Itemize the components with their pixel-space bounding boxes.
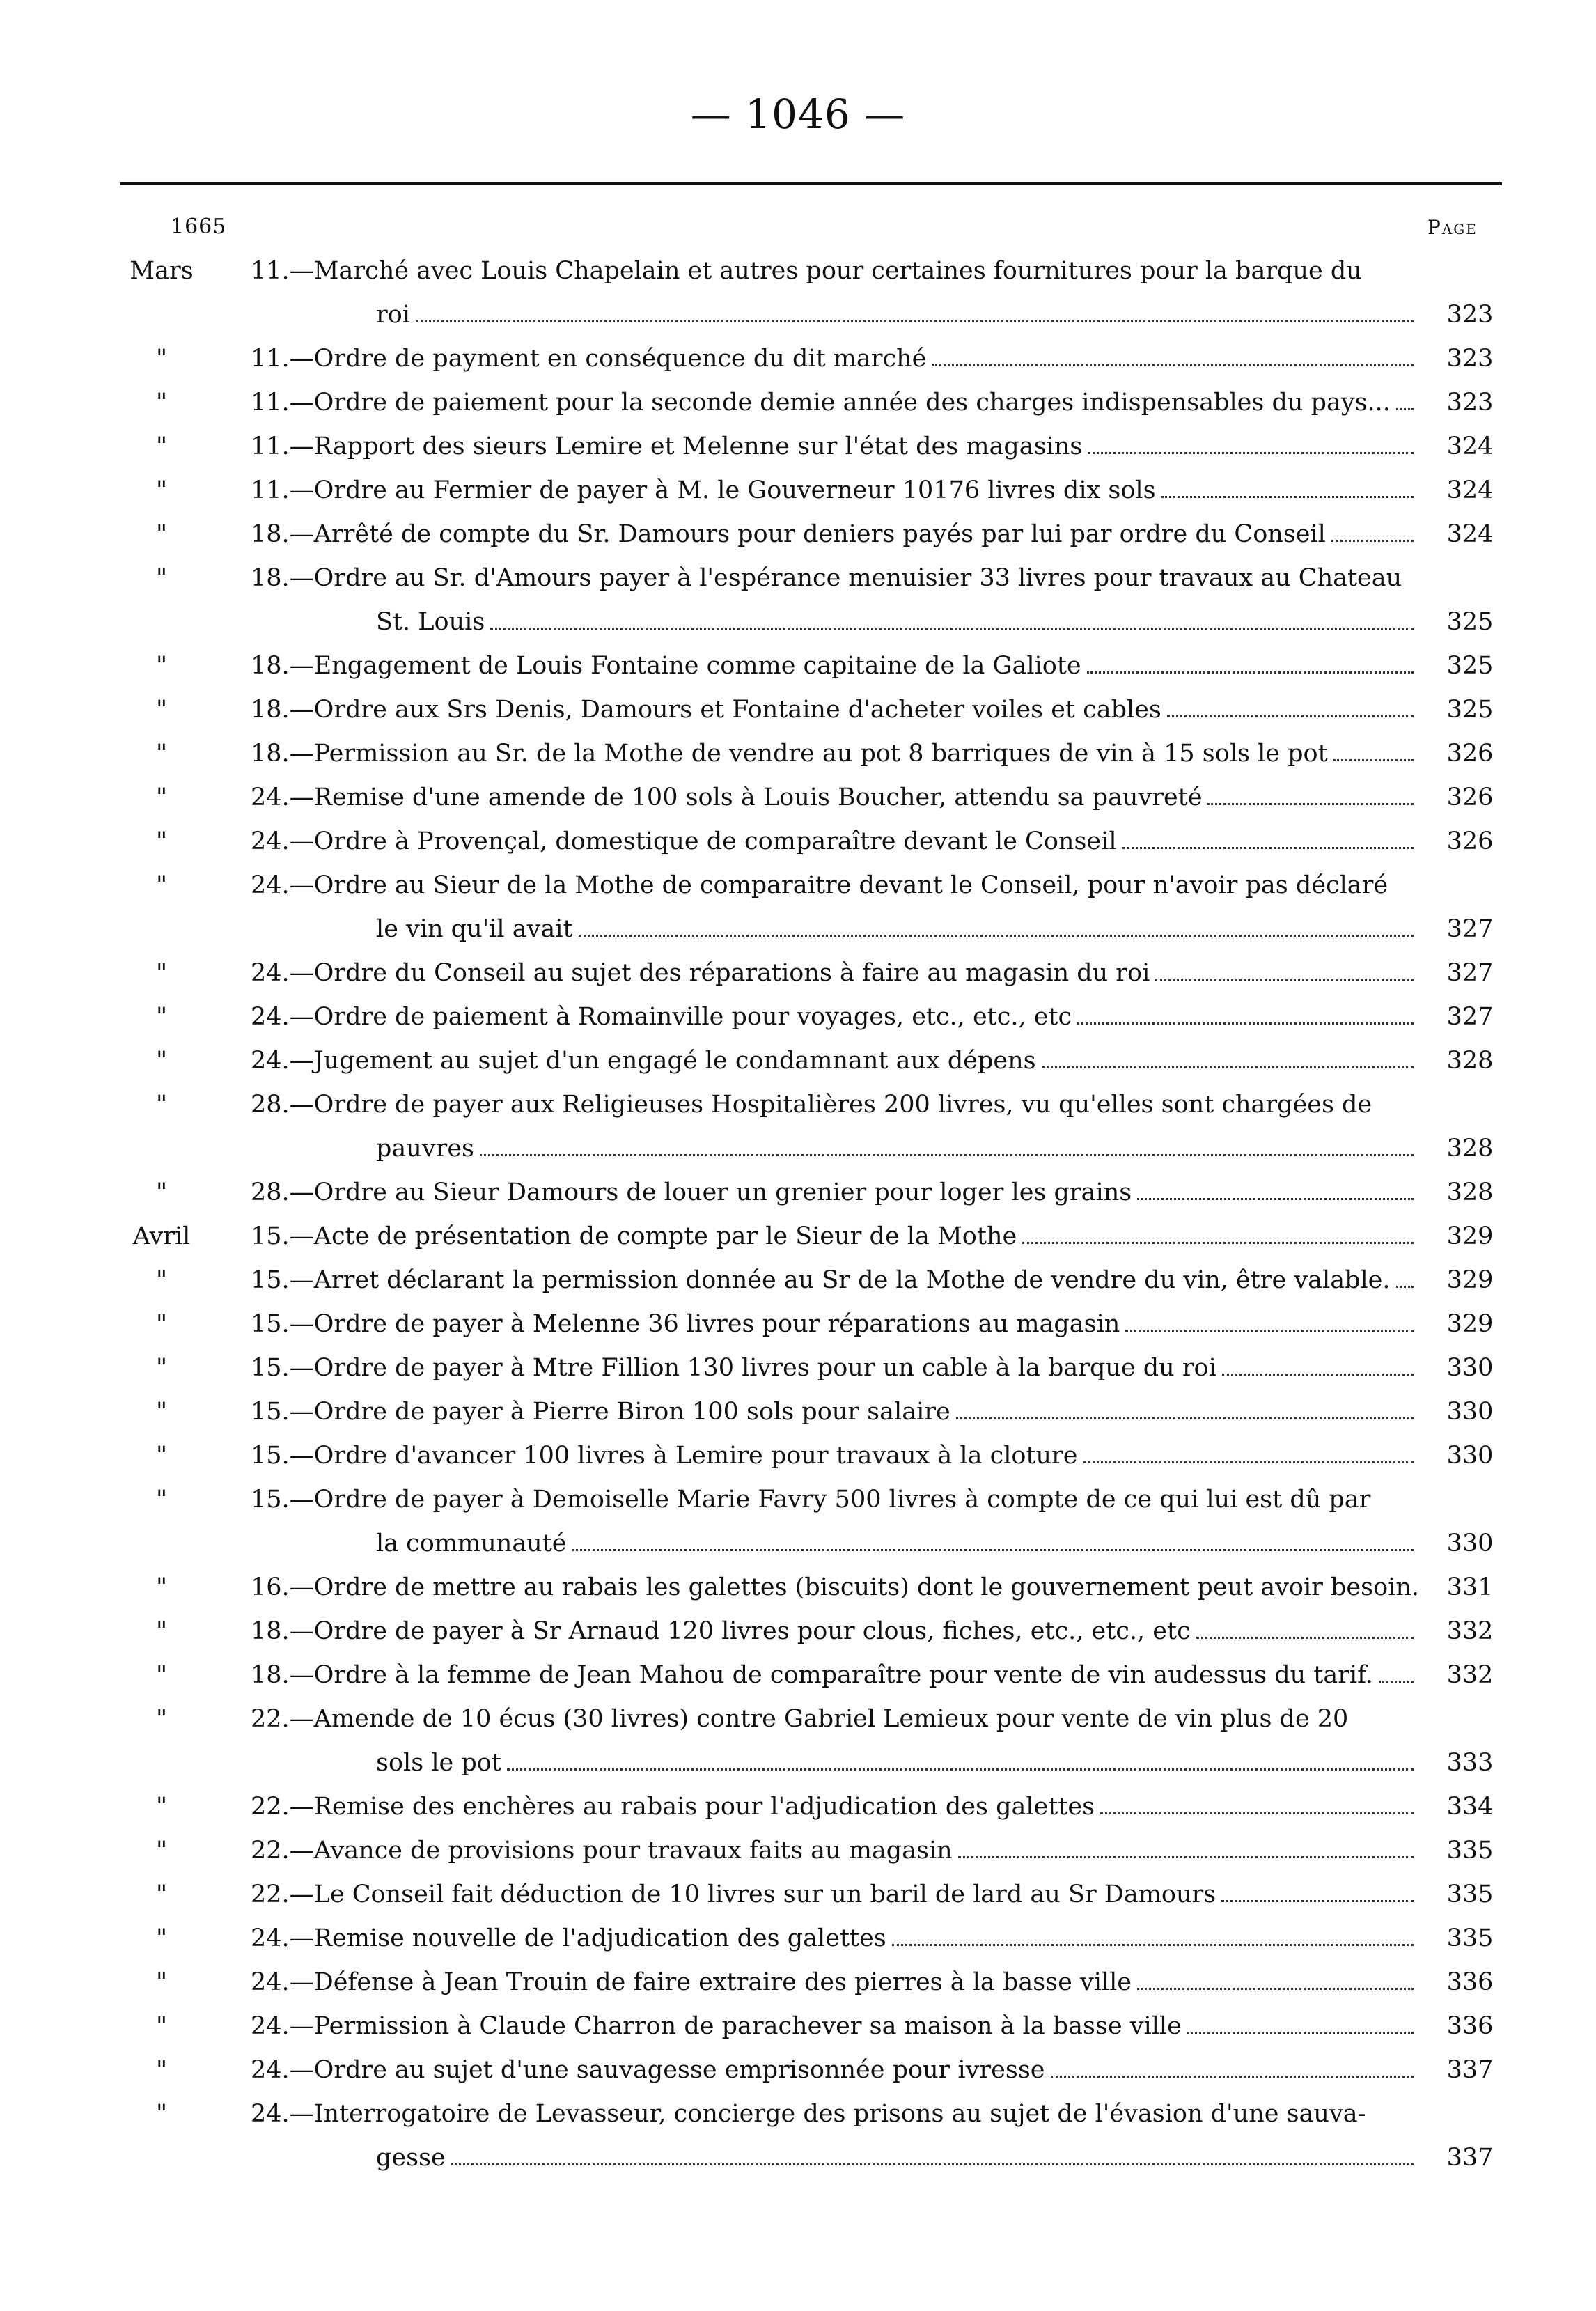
- entry-description: [251, 2048, 1421, 2092]
- entry-page-ref: 325: [1446, 652, 1494, 680]
- entry-description: [251, 249, 1421, 337]
- index-entry: [0, 469, 1596, 513]
- entry-description: [251, 1961, 1421, 2005]
- entry-month: ": [155, 827, 168, 855]
- index-entry: [0, 732, 1596, 776]
- dot-leader: [480, 1153, 1414, 1156]
- dot-leader: [1187, 2031, 1414, 2034]
- entry-description: [251, 2005, 1421, 2048]
- entry-month: ": [155, 1968, 168, 1996]
- index-entry: [0, 1697, 1596, 1785]
- entry-text-line: 15.—Ordre d'avancer 100 livres à Lemire pour travaux à la cloture: [251, 1442, 1078, 1470]
- dot-leader: [416, 320, 1414, 322]
- entry-month: ": [155, 1266, 168, 1294]
- entry-text-line: 24.—Ordre du Conseil au sujet des réparations à faire au magasin du roi: [251, 959, 1150, 987]
- dot-leader: [1196, 1636, 1414, 1639]
- entry-page-ref: 336: [1446, 1968, 1494, 1996]
- entry-text-line: 24.—Jugement au sujet d'un engagé le condamnant aux dépens: [251, 1047, 1036, 1075]
- entry-description: [251, 1654, 1421, 1697]
- entry-description: [251, 1434, 1421, 1478]
- dot-leader: [1379, 1680, 1414, 1683]
- entry-page-ref: 330: [1446, 1530, 1494, 1557]
- entry-page-ref: 326: [1446, 827, 1494, 855]
- entry-text-line: 24.—Ordre de paiement à Romainville pour voyages, etc., etc., etc: [251, 1003, 1072, 1031]
- entry-month: ": [155, 871, 168, 899]
- entry-text-line: 18.—Engagement de Louis Fontaine comme capitaine de la Galiote: [251, 652, 1081, 680]
- entry-page-ref: 327: [1446, 915, 1494, 943]
- dot-leader: [1161, 495, 1414, 498]
- dot-leader: [1122, 846, 1414, 849]
- entry-page-ref: 330: [1446, 1398, 1494, 1426]
- entry-description: [251, 951, 1421, 995]
- entry-page-ref: 329: [1446, 1222, 1494, 1250]
- entry-text-line: 18.—Ordre de payer à Sr Arnaud 120 livres pour clous, fiches, etc., etc., etc: [251, 1617, 1191, 1645]
- entry-page-ref: 328: [1446, 1178, 1494, 1206]
- entry-page-ref: 329: [1446, 1310, 1494, 1338]
- index-entry: [0, 557, 1596, 644]
- entry-text-line: St. Louis: [376, 608, 485, 636]
- entry-description: [251, 1785, 1421, 1829]
- entry-page-ref: 326: [1446, 784, 1494, 811]
- index-entry: [0, 1039, 1596, 1083]
- dot-leader: [1137, 1987, 1414, 1990]
- entry-text-line: le vin qu'il avait: [376, 915, 573, 943]
- entry-description: [251, 425, 1421, 469]
- entry-text-line: 15.—Ordre de payer à Pierre Biron 100 sols pour salaire: [251, 1398, 950, 1426]
- entry-month: ": [155, 1705, 168, 1733]
- entry-month: ": [155, 1661, 168, 1689]
- entry-text-line: 24.—Ordre au Sieur de la Mothe de comparaitre devant le Conseil, pour n'avoir pas déclaré: [251, 871, 1388, 899]
- entry-text-line: 24.—Remise d'une amende de 100 sols à Louis Boucher, attendu sa pauvreté: [251, 784, 1203, 811]
- entry-description: [251, 1873, 1421, 1917]
- index-entry: [0, 1873, 1596, 1917]
- entry-month: ": [155, 2100, 168, 2128]
- entry-month: ": [155, 696, 168, 724]
- entry-page-ref: 325: [1446, 696, 1494, 724]
- entry-month: ": [155, 784, 168, 811]
- entry-text-line: pauvres: [376, 1135, 474, 1162]
- index-entry: [0, 1171, 1596, 1215]
- index-entry: [0, 1302, 1596, 1346]
- dot-leader: [932, 364, 1414, 366]
- entry-page-ref: 337: [1446, 2056, 1494, 2084]
- entry-text-line: 28.—Ordre au Sieur Damours de louer un grenier pour loger les grains: [251, 1178, 1132, 1206]
- entry-description: [251, 1259, 1421, 1302]
- entry-text-line: 18.—Ordre au Sr. d'Amours payer à l'espérance menuisier 33 livres pour travaux au Chateau: [251, 564, 1402, 592]
- dot-leader: [1083, 1461, 1414, 1463]
- index-entry: [0, 1566, 1596, 1610]
- dot-leader: [1396, 1285, 1414, 1288]
- page-column-heading: Page: [1427, 216, 1478, 239]
- entry-month: ": [155, 1354, 168, 1382]
- entry-description: [251, 1083, 1421, 1171]
- dot-leader: [1087, 671, 1414, 674]
- entry-month: ": [155, 1091, 168, 1119]
- index-entry: [0, 1917, 1596, 1961]
- entry-page-ref: 337: [1446, 2144, 1494, 2172]
- index-entry: [0, 1390, 1596, 1434]
- entry-text-line: 15.—Acte de présentation de compte par le Sieur de la Mothe: [251, 1222, 1017, 1250]
- entry-page-ref: 324: [1446, 476, 1494, 504]
- entry-text-line: 11.—Marché avec Louis Chapelain et autres pour certaines fournitures pour la barque du: [251, 257, 1362, 285]
- entry-month: ": [155, 1310, 168, 1338]
- entry-description: [251, 337, 1421, 381]
- entry-month: ": [155, 652, 168, 680]
- index-entry: [0, 2005, 1596, 2048]
- entry-description: [251, 513, 1421, 557]
- entry-description: [251, 1917, 1421, 1961]
- entry-description: [251, 995, 1421, 1039]
- entry-description: [251, 1697, 1421, 1785]
- entry-description: [251, 776, 1421, 820]
- entry-page-ref: 325: [1446, 608, 1494, 636]
- dot-leader: [1221, 1899, 1414, 1902]
- entry-page-ref: 324: [1446, 433, 1494, 460]
- entry-text-line: 18.—Arrêté de compte du Sr. Damours pour deniers payés par lui par ordre du Conseil: [251, 520, 1326, 548]
- dot-leader: [451, 2163, 1414, 2165]
- dot-leader: [490, 627, 1414, 630]
- entry-text-line: 24.—Permission à Claude Charron de parachever sa maison à la basse ville: [251, 2012, 1182, 2040]
- entry-text-line: 22.—Amende de 10 écus (30 livres) contre Gabriel Lemieux pour vente de vin plus de 20: [251, 1705, 1349, 1733]
- entry-text-line: 24.—Interrogatoire de Levasseur, concierge des prisons au sujet de l'évasion d'une sauva-: [251, 2100, 1366, 2128]
- dot-leader: [892, 1943, 1414, 1946]
- entry-page-ref: 330: [1446, 1442, 1494, 1470]
- index-entry: [0, 776, 1596, 820]
- entry-text-line: 15.—Ordre de payer à Demoiselle Marie Favry 500 livres à compte de ce qui lui est dû par: [251, 1486, 1371, 1514]
- index-entry: [0, 1961, 1596, 2005]
- entry-page-ref: 335: [1446, 1924, 1494, 1952]
- entry-page-ref: 330: [1446, 1354, 1494, 1382]
- entry-month: ": [155, 1442, 168, 1470]
- entry-page-ref: 323: [1446, 345, 1494, 373]
- entry-text-line: 18.—Permission au Sr. de la Mothe de vendre au pot 8 barriques de vin à 15 sols le pot: [251, 740, 1328, 768]
- index-entry: [0, 864, 1596, 951]
- entry-month: ": [155, 1837, 168, 1865]
- dot-leader: [958, 1855, 1414, 1858]
- dot-leader: [579, 934, 1414, 937]
- entry-page-ref: 324: [1446, 520, 1494, 548]
- header-rule: [120, 182, 1502, 185]
- dot-leader: [1042, 1066, 1414, 1068]
- entry-text-line: 28.—Ordre de payer aux Religieuses Hospitalières 200 livres, vu qu'elles sont chargées de: [251, 1091, 1372, 1119]
- entry-month: ": [155, 2012, 168, 2040]
- entry-month: ": [155, 740, 168, 768]
- index-entry: [0, 1610, 1596, 1654]
- entry-text-line: 18.—Ordre à la femme de Jean Mahou de comparaître pour vente de vin audessus du tarif.: [251, 1661, 1373, 1689]
- dot-leader: [572, 1548, 1414, 1551]
- entry-text-line: roi: [376, 301, 410, 329]
- entry-page-ref: 335: [1446, 1837, 1494, 1865]
- entry-month: ": [155, 959, 168, 987]
- index-entry: [0, 1346, 1596, 1390]
- dot-leader: [1155, 978, 1414, 981]
- dot-leader: [507, 1768, 1414, 1771]
- entry-month: ": [155, 1486, 168, 1514]
- entry-month: ": [155, 345, 168, 373]
- entry-text-line: 15.—Ordre de payer à Melenne 36 livres pour réparations au magasin: [251, 1310, 1120, 1338]
- entry-month: Avril: [132, 1222, 191, 1250]
- index-entry: [0, 1478, 1596, 1566]
- entry-month: ": [155, 564, 168, 592]
- entry-page-ref: 334: [1446, 1793, 1494, 1821]
- dot-leader: [1396, 407, 1414, 410]
- dot-leader: [1088, 451, 1414, 454]
- dot-leader: [1100, 1812, 1414, 1814]
- entry-month: ": [155, 1573, 168, 1601]
- entry-text-line: sols le pot: [376, 1749, 501, 1777]
- dot-leader: [1222, 1373, 1414, 1376]
- entry-month: ": [155, 1617, 168, 1645]
- entry-page-ref: 335: [1446, 1881, 1494, 1908]
- entry-description: [251, 1215, 1421, 1259]
- dot-leader: [1207, 802, 1414, 805]
- entry-description: [251, 688, 1421, 732]
- entry-page-ref: 323: [1446, 301, 1494, 329]
- index-entry: [0, 1215, 1596, 1259]
- index-entry: [0, 995, 1596, 1039]
- entry-description: [251, 864, 1421, 951]
- entry-text-line: 15.—Ordre de payer à Mtre Fillion 130 livres pour un cable à la barque du roi: [251, 1354, 1216, 1382]
- index-entry: [0, 644, 1596, 688]
- entry-month: ": [155, 476, 168, 504]
- entry-description: [251, 1171, 1421, 1215]
- entry-text-line: 11.—Ordre de paiement pour la seconde demie année des charges indispensables du pays...: [251, 389, 1391, 417]
- entry-text-line: 11.—Ordre de payment en conséquence du dit marché: [251, 345, 927, 373]
- index-entry: [0, 1083, 1596, 1171]
- entry-page-ref: 332: [1446, 1617, 1494, 1645]
- entry-month: ": [155, 1924, 168, 1952]
- entry-description: [251, 1302, 1421, 1346]
- dot-leader: [1125, 1329, 1414, 1332]
- index-entry: [0, 381, 1596, 425]
- entry-text-line: 11.—Ordre au Fermier de payer à M. le Gouverneur 10176 livres dix sols: [251, 476, 1156, 504]
- entry-text-line: gesse: [376, 2144, 446, 2172]
- index-entry: [0, 2048, 1596, 2092]
- entry-description: [251, 732, 1421, 776]
- entry-text-line: 22.—Avance de provisions pour travaux faits au magasin: [251, 1837, 953, 1865]
- entry-description: [251, 644, 1421, 688]
- entry-page-ref: 331: [1446, 1573, 1494, 1601]
- entry-description: [251, 557, 1421, 644]
- entry-text-line: 24.—Ordre au sujet d'une sauvagesse emprisonnée pour ivresse: [251, 2056, 1045, 2084]
- entry-month: Mars: [130, 257, 194, 285]
- entry-description: [251, 1566, 1421, 1610]
- entry-text-line: 22.—Remise des enchères au rabais pour l'adjudication des galettes: [251, 1793, 1095, 1821]
- entry-page-ref: 336: [1446, 2012, 1494, 2040]
- entry-month: ": [155, 520, 168, 548]
- entry-month: ": [155, 1047, 168, 1075]
- index-entry: [0, 337, 1596, 381]
- entry-description: [251, 469, 1421, 513]
- entry-page-ref: 332: [1446, 1661, 1494, 1689]
- entry-text-line: 22.—Le Conseil fait déduction de 10 livres sur un baril de lard au Sr Damours: [251, 1881, 1216, 1908]
- entry-text-line: 24.—Défense à Jean Trouin de faire extraire des pierres à la basse ville: [251, 1968, 1132, 1996]
- dot-leader: [1022, 1241, 1414, 1244]
- entry-month: ": [155, 1178, 168, 1206]
- dot-leader: [1077, 1022, 1414, 1025]
- entry-text-line: 18.—Ordre aux Srs Denis, Damours et Fontaine d'acheter voiles et cables: [251, 696, 1161, 724]
- entry-page-ref: 333: [1446, 1749, 1494, 1777]
- entry-month: ": [155, 2056, 168, 2084]
- entry-page-ref: 323: [1446, 389, 1494, 417]
- entry-description: [251, 381, 1421, 425]
- index-entry: [0, 1785, 1596, 1829]
- entry-description: [251, 1390, 1421, 1434]
- page-number: — 1046 —: [690, 91, 906, 138]
- index-entry: [0, 425, 1596, 469]
- dot-leader: [956, 1417, 1414, 1419]
- index-entry: [0, 1434, 1596, 1478]
- entry-month: ": [155, 433, 168, 460]
- entry-description: [251, 1346, 1421, 1390]
- entry-page-ref: 329: [1446, 1266, 1494, 1294]
- entry-text-line: 24.—Ordre à Provençal, domestique de comparaître devant le Conseil: [251, 827, 1117, 855]
- dot-leader: [1333, 758, 1414, 761]
- index-entry: [0, 1829, 1596, 1873]
- entry-page-ref: 327: [1446, 1003, 1494, 1031]
- entry-text-line: la communauté: [376, 1530, 567, 1557]
- entry-text-line: 24.—Remise nouvelle de l'adjudication des galettes: [251, 1924, 886, 1952]
- entry-page-ref: 327: [1446, 959, 1494, 987]
- index-entry: [0, 1654, 1596, 1697]
- index-entry: [0, 688, 1596, 732]
- entry-month: ": [155, 389, 168, 417]
- entry-month: ": [155, 1881, 168, 1908]
- year-heading: 1665: [171, 215, 227, 239]
- dot-leader: [1331, 539, 1414, 542]
- entry-description: [251, 1829, 1421, 1873]
- dot-leader: [1051, 2075, 1414, 2078]
- entry-text-line: 15.—Arret déclarant la permission donnée au Sr de la Mothe de vendre du vin, être valable.: [251, 1266, 1391, 1294]
- index-entry: [0, 820, 1596, 864]
- entry-description: [251, 1478, 1421, 1566]
- entry-month: ": [155, 1003, 168, 1031]
- entry-page-ref: 326: [1446, 740, 1494, 768]
- entry-description: [251, 1039, 1421, 1083]
- entry-month: ": [155, 1398, 168, 1426]
- entry-month: ": [155, 1793, 168, 1821]
- entry-description: [251, 2092, 1421, 2180]
- dot-leader: [1137, 1197, 1414, 1200]
- index-entry: [0, 2092, 1596, 2180]
- entry-text-line: 16.—Ordre de mettre au rabais les galettes (biscuits) dont le gouvernement peut avoir besoin.: [251, 1573, 1420, 1601]
- entry-text-line: 11.—Rapport des sieurs Lemire et Melenne sur l'état des magasins: [251, 433, 1083, 460]
- index-entry: [0, 249, 1596, 337]
- entry-page-ref: 328: [1446, 1047, 1494, 1075]
- index-entry: [0, 1259, 1596, 1302]
- entry-page-ref: 328: [1446, 1135, 1494, 1162]
- entry-description: [251, 820, 1421, 864]
- index-entry: [0, 951, 1596, 995]
- dot-leader: [1167, 715, 1414, 717]
- entry-description: [251, 1610, 1421, 1654]
- index-entry: [0, 513, 1596, 557]
